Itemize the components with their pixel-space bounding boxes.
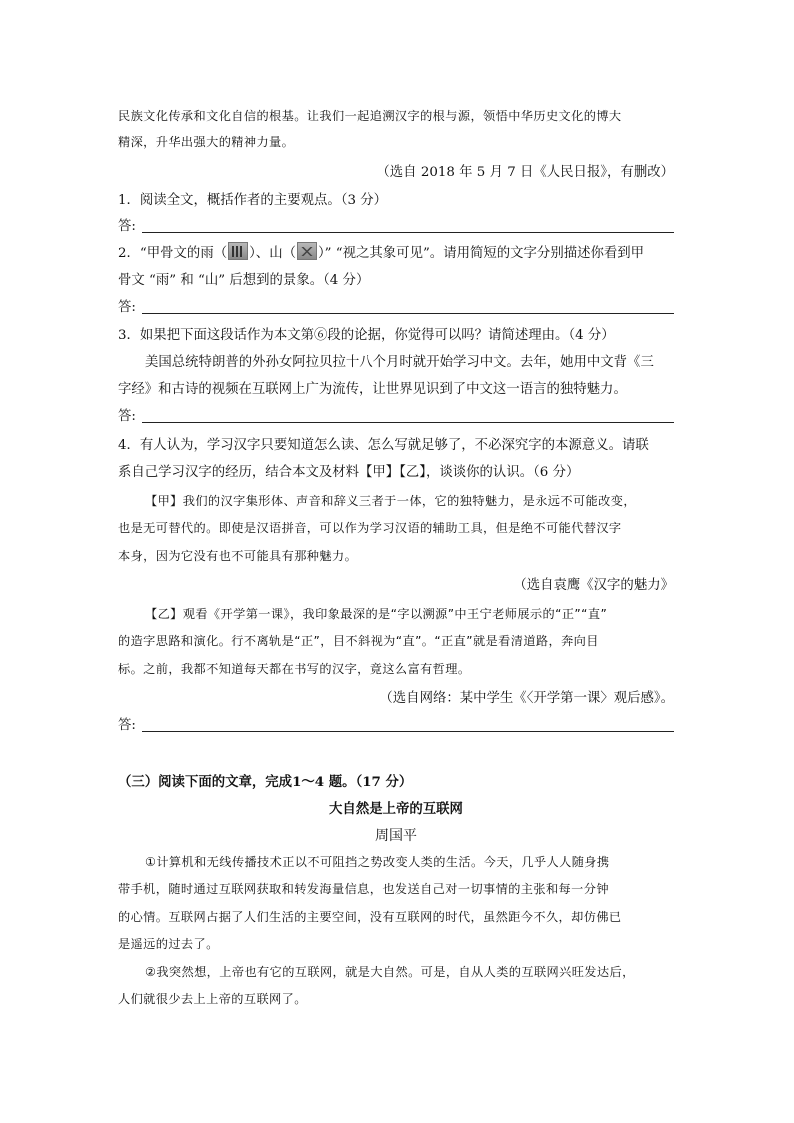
material-jia-source: （选自袁鹰《汉字的魅力》 bbox=[513, 578, 674, 593]
intro-source: （选自 2018 年 5 月 7 日《人民日报》，有删改） bbox=[376, 165, 674, 180]
answer-rule bbox=[142, 731, 674, 732]
article-p1-line-1: ①计算机和无线传播技术正以不可阻挡之势改变人类的生活。今天，几乎人人随身携 bbox=[145, 855, 610, 869]
material-jia-line-1: 【甲】我们的汉字集形体、声音和辞义三者于一体，它的独特魅力，是永远不可能改变， bbox=[145, 494, 636, 508]
question-2-text-b: ）、山（ bbox=[249, 246, 296, 261]
material-yi-line-2: 的造字思路和演化。行不离轨是“正”，目不斜视为“直”。“正直”就是看清道路，奔向目 bbox=[118, 634, 599, 648]
oracle-rain-glyph-icon bbox=[228, 242, 248, 260]
intro-line-1: 民族文化传承和文化自信的根基。让我们一起追溯汉字的根与源，领悟中华历史文化的博大 bbox=[118, 109, 622, 123]
answer-label: 答: bbox=[118, 409, 136, 424]
question-3-quote-line-2: 字经》和古诗的视频在互联网上广为流传，让世界见识到了中文这一语言的独特魅力。 bbox=[118, 382, 627, 397]
answer-line-3[interactable] bbox=[118, 405, 674, 427]
answer-rule bbox=[142, 232, 674, 233]
article-p1-line-2: 带手机，随时通过互联网获取和转发海量信息，也发送自己对一切事情的主张和每一分钟 bbox=[118, 882, 609, 896]
question-2-line-2: 骨文 “雨” 和 “山” 后想到的景象。（4 分） bbox=[118, 273, 370, 288]
article-p2-line-2: 人们就很少去上上帝的互联网了。 bbox=[118, 992, 307, 1006]
article-title: 大自然是上帝的互联网 bbox=[329, 801, 463, 817]
question-4-line-1: 4．有人认为，学习汉字只要知道怎么读、怎么写就足够了，不必深究字的本源意义。请联 bbox=[118, 438, 649, 453]
question-3-quote-line-1: 美国总统特朗普的外孙女阿拉贝拉十八个月时就开始学习中文。去年，她用中文背《三 bbox=[145, 355, 654, 370]
article-author: 周国平 bbox=[375, 828, 417, 844]
question-2-line-1 bbox=[118, 242, 644, 261]
answer-label: 答: bbox=[118, 300, 136, 315]
material-yi-line-3: 标。之前，我都不知道每天都在书写的汉字，竟这么富有哲理。 bbox=[118, 662, 471, 676]
material-yi-source: （选自网络：某中学生《〈开学第一课〉观后感》。 bbox=[379, 691, 674, 706]
question-2-text-a: 2．“甲骨文的雨（ bbox=[118, 246, 228, 261]
answer-rule bbox=[142, 422, 674, 423]
article-p2-line-1: ②我突然想，上帝也有它的互联网，就是大自然。可是，自从人类的互联网兴旺发达后， bbox=[145, 965, 635, 979]
article-p1-line-4: 是遥远的过去了。 bbox=[118, 937, 219, 951]
question-2-text-c: ）” “视之其象可见”。请用简短的文字分别描述你看到甲 bbox=[317, 246, 645, 261]
answer-rule bbox=[142, 313, 674, 314]
material-yi-line-1: 【乙】观看《开学第一课》，我印象最深的是“字以溯源”中王宁老师展示的“正”“直” bbox=[145, 607, 608, 621]
material-jia-line-2: 也是无可替代的。即使是汉语拼音，可以作为学习汉语的辅助工具，但是绝不可能代替汉字 bbox=[118, 521, 622, 535]
answer-line-4[interactable] bbox=[118, 714, 674, 736]
material-jia-line-3: 本身，因为它没有也不可能具有那种魅力。 bbox=[118, 549, 358, 563]
intro-line-2: 精深，升华出强大的精神力量。 bbox=[118, 135, 295, 149]
answer-label: 答: bbox=[118, 219, 136, 234]
answer-line-1[interactable] bbox=[118, 215, 674, 237]
question-4-line-2: 系自己学习汉字的经历，结合本文及材料【甲】【乙】，谈谈你的认识。（6 分） bbox=[118, 465, 580, 480]
oracle-mountain-glyph-icon bbox=[297, 242, 317, 260]
article-p1-line-3: 的心情。互联网占据了人们生活的主要空间，没有互联网的时代，虽然距今不久，却仿佛已 bbox=[118, 910, 622, 924]
answer-label: 答: bbox=[118, 718, 136, 733]
section-3-heading: （三）阅读下面的文章，完成1～4 题。（17 分） bbox=[118, 774, 413, 790]
question-1: 1．阅读全文，概括作者的主要观点。（3 分） bbox=[118, 193, 388, 208]
answer-line-2[interactable] bbox=[118, 296, 674, 318]
question-3: 3．如果把下面这段话作为本文第⑥段的论据，你觉得可以吗？请简述理由。（4 分） bbox=[118, 328, 615, 343]
